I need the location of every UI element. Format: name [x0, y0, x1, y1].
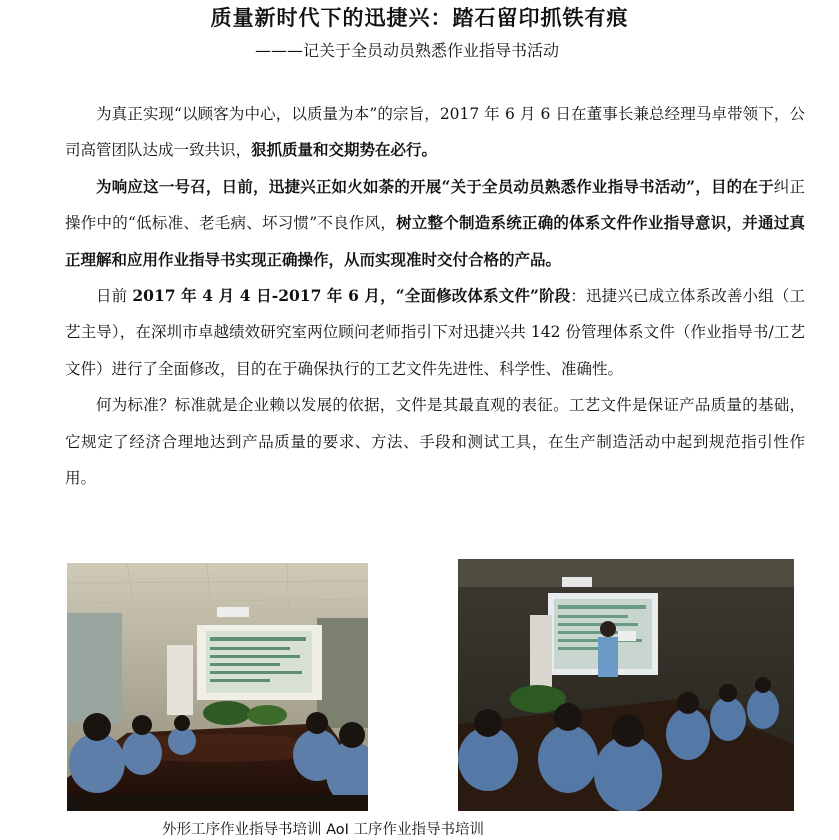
- article-title: 质量新时代下的迅捷兴：踏石留印抓铁有痕: [210, 6, 629, 30]
- text-run: 为真正实现“以顾客为中心，以质量为本”的宗旨，2017 年 6 月 6 日在董事长兼总经理马卓带领下，公司高管团队达成一致共识，: [65, 105, 805, 160]
- training-photo-left: [67, 563, 368, 811]
- paragraph-2: [65, 169, 805, 278]
- text-run-bold: 狠抓质量和交期势在必行。: [251, 140, 438, 160]
- text-run: 何为标准？标准就是企业赖以发展的依据，文件是其最直观的表征。工艺文件是保证产品质量的基础，它规定了经济合理地达到产品质量的要求、方法、手段和测试工具，在生产制造活动中起到规范指引性作用。: [65, 396, 805, 488]
- photo-caption: 外形工序作业指导书培训 AoI 工序作业指导书培训: [162, 822, 485, 838]
- text-run: 日前: [96, 287, 133, 306]
- text-run: 纠正操作中的“低标准、老毛病、坏习惯”不良作风，: [65, 177, 805, 233]
- paragraph-3: [65, 278, 805, 387]
- paragraph-4: [65, 387, 805, 496]
- text-run-bold: 为响应这一号召，日前，迅捷兴正如火如荼的开展“关于全员动员熟悉作业指导书活动”，目的在于: [96, 176, 774, 196]
- article-subtitle: ———记关于全员动员熟悉作业指导书活动: [255, 41, 560, 60]
- paragraph-1: [65, 96, 805, 169]
- text-run-bold: 树立整个制造系统正确的体系文件作业指导意识，并通过真正理解和应用作业指导书实现正确操作，从而实现准时交付合格的产品。: [65, 213, 805, 269]
- text-run-bold: 2017 年 4 月 4 日-2017 年 6 月，“全面修改体系文件”阶段: [132, 286, 571, 306]
- text-run: ：迅捷兴已成立体系改善小组（工艺主导），在深圳市卓越绩效研究室两位顾问老师指引下对迅捷兴共 142 份管理体系文件（作业指导书/工艺文件）进行了全面修改，目的在于确保执行的工艺文件先进性、科学性、准确性。: [65, 287, 805, 378]
- article-body: [65, 96, 805, 496]
- training-photo-right: [458, 559, 794, 811]
